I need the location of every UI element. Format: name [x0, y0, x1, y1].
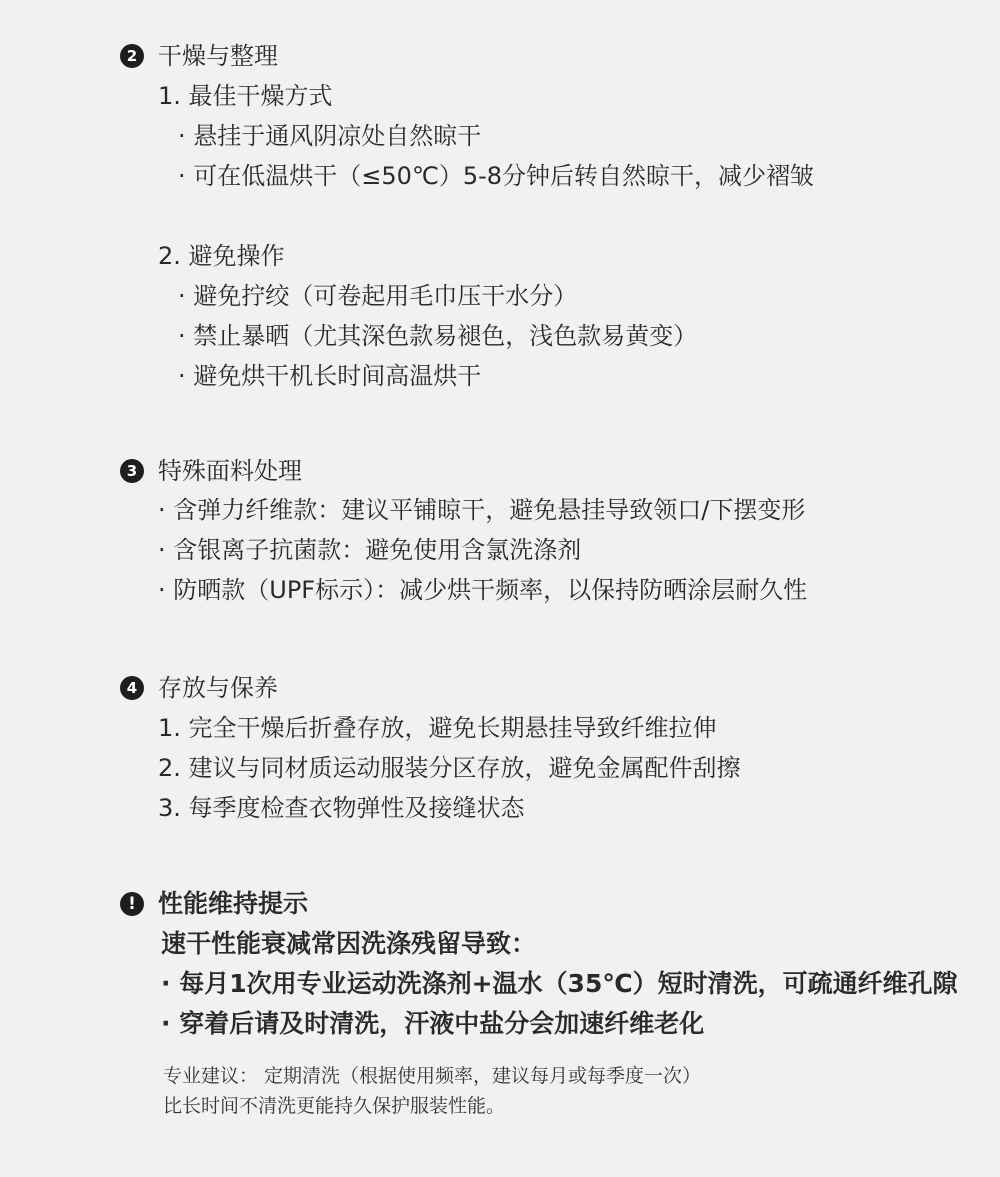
tip-line: 速干性能衰减常因洗涤残留导致： [161, 929, 537, 958]
list-item: 2. 建议与同材质运动服装分区存放，避免金属配件刮擦 [158, 754, 741, 782]
list-item: · 避免拧绞（可卷起用毛巾压干水分） [178, 282, 578, 310]
tip-line: · 穿着后请及时清洗，汗液中盐分会加速纤维老化 [161, 1009, 705, 1038]
number-4-icon: 4 [120, 676, 144, 700]
drying-method-heading: 1. 最佳干燥方式 [158, 82, 333, 110]
list-item: · 含弹力纤维款：建议平铺晾干，避免悬挂导致领口/下摆变形 [158, 496, 806, 524]
avoid-operations-heading: 2. 避免操作 [158, 242, 285, 270]
section-4-title: 存放与保养 [158, 674, 278, 702]
professional-advice-cont: 比长时间不清洗更能持久保护服装性能。 [163, 1095, 506, 1117]
list-item: · 含银离子抗菌款：避免使用含氯洗涤剂 [158, 536, 582, 564]
list-item: · 悬挂于通风阴凉处自然晾干 [178, 122, 482, 150]
section-3-title: 特殊面料处理 [158, 457, 302, 485]
list-item: 1. 完全干燥后折叠存放，避免长期悬挂导致纤维拉伸 [158, 714, 717, 742]
list-item: · 禁止暴晒（尤其深色款易褪色，浅色款易黄变） [178, 322, 698, 350]
list-item: 3. 每季度检查衣物弹性及接缝状态 [158, 794, 525, 822]
tip-heading [120, 888, 308, 920]
tip-title: 性能维持提示 [158, 889, 309, 918]
number-2-icon: 2 [120, 44, 144, 68]
exclamation-icon: ! [120, 892, 144, 916]
professional-advice: 专业建议： 定期清洗（根据使用频率，建议每月或每季度一次） [163, 1065, 702, 1087]
section-2-heading [120, 40, 278, 72]
number-3-icon: 3 [120, 459, 144, 483]
tip-line: · 每月1次用专业运动洗涤剂+温水（35℃）短时清洗，可疏通纤维孔隙 [161, 969, 958, 998]
list-item: · 避免烘干机长时间高温烘干 [178, 362, 482, 390]
section-4-heading [120, 672, 278, 704]
section-3-heading [120, 455, 302, 487]
list-item: · 防晒款（UPF标示）：减少烘干频率，以保持防晒涂层耐久性 [158, 576, 808, 604]
list-item: · 可在低温烘干（≤50℃）5-8分钟后转自然晾干，减少褶皱 [178, 162, 815, 190]
section-2-title: 干燥与整理 [158, 42, 278, 70]
